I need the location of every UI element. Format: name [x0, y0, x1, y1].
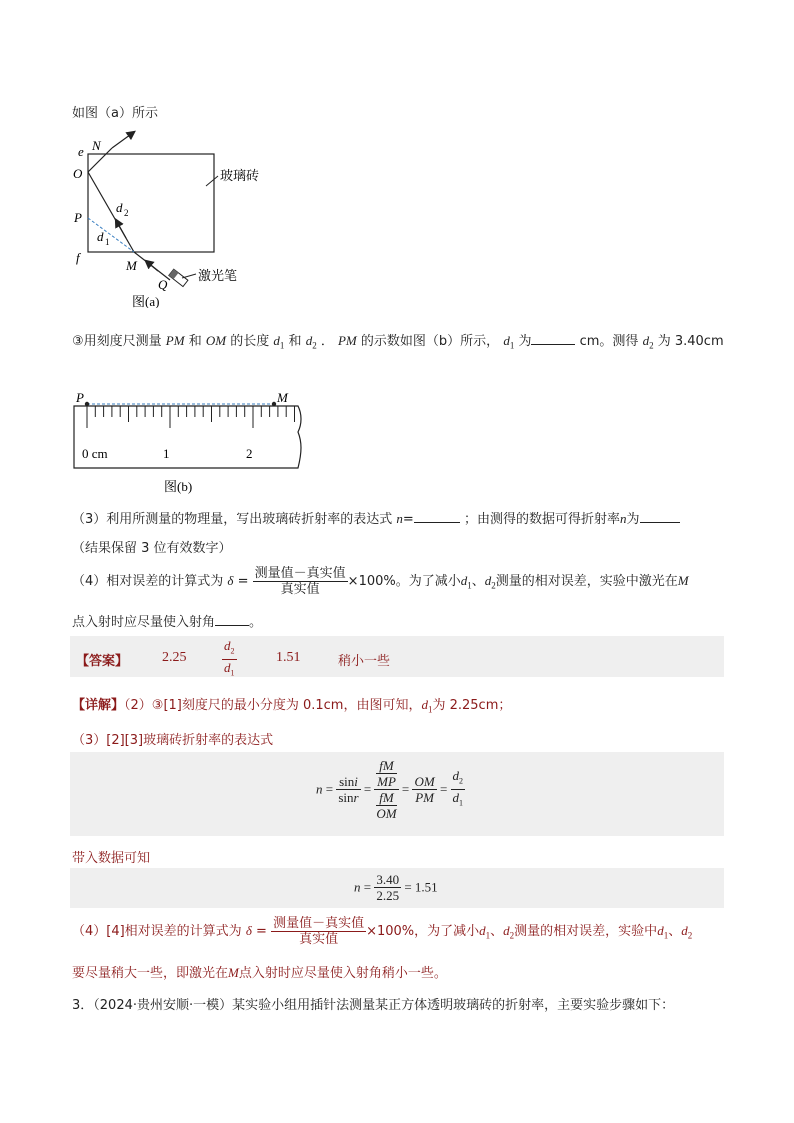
glass-leader: [206, 176, 218, 186]
f1-r: r: [353, 790, 359, 805]
figure-b-caption: 图(b): [164, 479, 193, 494]
q4-line: [72, 566, 689, 597]
step3-line: [72, 330, 724, 351]
detail4-d2-b-sub: 2: [687, 930, 693, 941]
answer-2-den: d: [224, 659, 231, 675]
f2-result: = 1.51: [404, 879, 438, 895]
answer-blank-n[interactable]: [640, 510, 680, 523]
ruler-body: [74, 406, 301, 468]
q3-text-a: （3）利用所测量的物理量，写出玻璃砖折射率的表达式: [72, 512, 393, 527]
f1-top: [374, 758, 398, 790]
ray-incident-arrow: [146, 261, 158, 271]
detail4-d1: d: [479, 923, 486, 938]
detail4-fraction: [271, 916, 366, 947]
detail4-line2-text: 要尽量稍大一些，即激光在: [72, 966, 229, 981]
detail-line3: （3）[2][3]玻璃砖折射率的表达式: [72, 733, 274, 748]
step3-pm-2: PM: [337, 333, 357, 348]
laser-leader: [182, 274, 196, 278]
q4-fraction: [253, 566, 348, 597]
label-d2-sub: 2: [124, 208, 129, 218]
label-d1: d: [97, 229, 104, 244]
q3-text-b: ；由测得的数据可得折射率: [463, 512, 620, 527]
laser-label: 激光笔: [198, 269, 238, 284]
f2-num: 3.40: [376, 872, 400, 887]
formula2: [354, 872, 438, 903]
detail4-eq: =: [256, 924, 267, 939]
detail4-m: M: [228, 965, 239, 980]
f1-om-pm: [412, 774, 436, 805]
step3-d2-b: d: [642, 333, 650, 348]
tick-label-2: 2: [246, 446, 253, 461]
f1-eq4: =: [439, 781, 448, 797]
label-n: N: [92, 138, 101, 153]
q4-dun: 、: [471, 574, 485, 589]
step3-d2-b-sub: 2: [649, 340, 654, 351]
step3-d2: d: [305, 333, 313, 348]
next-question: 3．（2024·贵州安顺·一模）某实验小组用插针法测量某正方体透明玻璃砖的折射率，主要实验步骤如下：: [72, 998, 675, 1013]
q4-m: M: [677, 573, 689, 588]
step3-d1-b: d: [503, 333, 510, 348]
f1-fm-1: fM: [376, 758, 396, 774]
ray-inside-arrow: [116, 220, 126, 238]
intro-text: 如图（a）所示: [72, 106, 158, 121]
label-d1-sub: 1: [105, 237, 110, 247]
label-f: f: [76, 250, 80, 265]
q4-text-a: （4）相对误差的计算式为: [72, 574, 224, 589]
answer-2-den-sub: 1: [230, 668, 235, 678]
step3-wei: 为: [518, 334, 532, 349]
glass-label: 玻璃砖: [220, 169, 260, 184]
f1-bottom: [374, 790, 398, 821]
f1-d1: d: [452, 790, 460, 805]
point-m: [272, 402, 276, 406]
q4-delta: δ: [227, 573, 234, 588]
q4-frac-den: 真实值: [280, 582, 320, 597]
step3-om: OM: [205, 333, 227, 348]
answer-blank-angle[interactable]: [215, 613, 249, 626]
f1-fm-2: fM: [376, 790, 396, 806]
figure-a: [70, 128, 290, 308]
detail-line: [72, 694, 511, 715]
step3-unit: cm: [579, 334, 600, 349]
q4-text-c: 测量的相对误差，实验中激光在: [495, 574, 678, 589]
f1-compound-frac: [374, 758, 398, 821]
detail4-d2: d: [503, 923, 510, 938]
q4-d1: d: [460, 573, 468, 588]
ruler-label-p: P: [76, 390, 84, 405]
f1-d-frac: [451, 768, 466, 810]
step3-he: 和: [188, 334, 202, 349]
label-e: e: [78, 144, 84, 159]
f1-sinr: sin: [338, 790, 354, 805]
step3-text-e: 。测得: [599, 334, 639, 349]
q3-text-c: 为: [626, 512, 640, 527]
step3-d1-b-sub: 1: [509, 340, 515, 351]
detail4-text-a: （4）[4]相对误差的计算式为: [72, 924, 242, 939]
f2-n: n: [354, 879, 361, 895]
substitute-text: 带入数据可知: [72, 851, 151, 866]
detail-label: 【详解】: [72, 698, 125, 713]
detail4-line2b: 点入射时应尽量使入射角稍小一些。: [238, 966, 447, 981]
detail-text: （2）③[1]刻度尺的最小分度为 0.1cm，由图可知，: [124, 698, 422, 713]
detail4-dun-2: 、: [668, 924, 682, 939]
answer-2-fraction: [222, 638, 237, 680]
step3-text-c: ．: [320, 334, 334, 349]
f1-pm: PM: [415, 790, 434, 805]
f1-om-2: OM: [414, 774, 435, 789]
answer-1: 2.25: [162, 650, 187, 665]
step3-text-a: ③用刻度尺测量: [72, 334, 162, 349]
q4-line2: [72, 611, 262, 630]
detail4-line: [72, 916, 692, 947]
answer-4: 稍小一些: [338, 654, 391, 669]
formula1: [316, 758, 465, 821]
q4-d1-sub: 1: [467, 580, 472, 591]
f1-om: OM: [376, 806, 397, 821]
detail4-delta: δ: [245, 923, 252, 938]
q4-pct: ×100%: [347, 574, 396, 589]
label-d2: d: [116, 200, 123, 215]
ray-outgoing-arrow: [112, 132, 134, 148]
f1-d2: d: [452, 768, 460, 784]
detail4-frac-num: 测量值－真实值: [273, 916, 365, 931]
q3-n-2: n: [619, 511, 627, 526]
f1-sin-frac: [336, 774, 360, 805]
detail4-text-c: 测量的相对误差，实验中: [514, 924, 658, 939]
detail-d1: d: [421, 697, 428, 712]
f1-eq1: =: [325, 781, 334, 797]
q4-frac-num: 测量值－真实值: [254, 566, 346, 581]
step3-text-d: 的示数如图（b）所示，: [360, 334, 500, 349]
f1-d2-sub: 2: [459, 777, 464, 786]
answer-3: 1.51: [276, 650, 301, 665]
detail4-d2-sub: 2: [509, 930, 515, 941]
detail4-line2: [72, 962, 447, 981]
label-o: O: [73, 166, 83, 181]
q3-line: [72, 508, 680, 527]
dashed-pm: [88, 218, 134, 252]
figure-b: [70, 388, 320, 498]
q4-d2: d: [484, 573, 492, 588]
f1-d1-sub: 1: [459, 798, 464, 808]
answer-label: 【答案】: [76, 654, 129, 669]
q4-end: 。: [249, 615, 263, 630]
detail4-text-b: ，为了减小: [414, 924, 480, 939]
step3-d1-sub: 1: [279, 340, 285, 351]
point-p: [85, 402, 89, 406]
q4-text-b: 。为了减小: [395, 574, 461, 589]
answer-2-num: d: [224, 638, 231, 653]
detail4-d1-b-sub: 1: [663, 930, 669, 941]
q3-line2: （结果保留 3 位有效数字）: [72, 541, 232, 556]
step3-d1: d: [273, 333, 280, 348]
label-q: Q: [158, 277, 168, 292]
q3-eq: =: [402, 512, 414, 527]
step3-text-b: 的长度: [230, 334, 270, 349]
step3-pm: PM: [165, 333, 185, 348]
answer-blank-expression[interactable]: [414, 510, 460, 523]
detail4-d1-sub: 1: [485, 930, 491, 941]
q4-d2-sub: 2: [491, 580, 496, 591]
f1-sini: sin: [339, 774, 355, 789]
detail-text-end: 为 2.25cm；: [432, 698, 512, 713]
step3-d2-sub: 2: [312, 340, 317, 351]
detail-d1-sub: 1: [427, 704, 433, 715]
figure-a-caption: 图(a): [132, 294, 160, 308]
label-m: M: [126, 258, 137, 273]
step3-he-2: 和: [288, 334, 302, 349]
label-p: P: [74, 210, 82, 225]
q4-line2-text: 点入射时应尽量使入射角: [72, 615, 216, 630]
step3-text-f: 为 3.40cm: [657, 334, 724, 349]
tick-label-1: 1: [163, 446, 170, 461]
f1-mp: MP: [377, 774, 396, 789]
f1-eq2: =: [363, 781, 372, 797]
f2-den: 2.25: [376, 888, 400, 903]
detail4-dun: 、: [490, 924, 504, 939]
detail4-pct: ×100%: [366, 924, 415, 939]
f1-eq3: =: [401, 781, 410, 797]
tick-label-0: 0 cm: [82, 446, 108, 461]
answer-2-num-sub: 2: [230, 646, 235, 656]
ruler-label-m: M: [277, 390, 288, 405]
q4-eq: =: [237, 574, 249, 589]
q3-n: n: [396, 511, 403, 526]
answer-blank-d1[interactable]: [531, 332, 575, 345]
f1-n: n: [316, 781, 323, 797]
f1-i: i: [354, 774, 358, 789]
detail4-frac-den: 真实值: [299, 932, 339, 947]
detail4-d2-b: d: [681, 923, 688, 938]
f2-frac: [374, 872, 401, 903]
laser-pen: [169, 269, 188, 286]
f2-eq: =: [363, 879, 372, 895]
detail4-d1-b: d: [657, 923, 664, 938]
